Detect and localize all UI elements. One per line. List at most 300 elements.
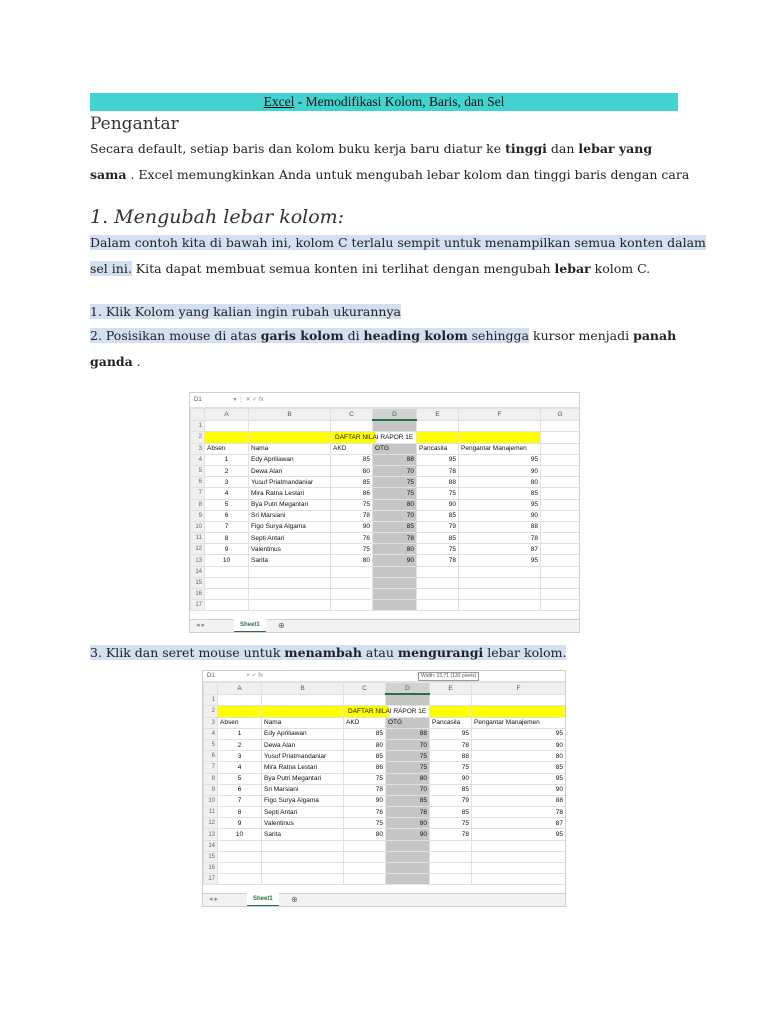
cell[interactable]: Figo Surya Algama <box>249 521 331 532</box>
header-cell[interactable]: Nama <box>249 443 331 454</box>
table-row <box>204 762 566 773</box>
cell[interactable] <box>344 874 386 885</box>
cell[interactable]: 80 <box>373 544 417 555</box>
tab-scroll-icon[interactable]: ◂ ▸ <box>209 896 218 903</box>
cell[interactable] <box>249 420 331 432</box>
banner-cell[interactable] <box>218 706 262 717</box>
cell[interactable] <box>417 577 459 588</box>
cell[interactable]: 95 <box>430 728 472 739</box>
cell[interactable]: 78 <box>459 533 541 544</box>
cell[interactable] <box>373 566 417 577</box>
cell[interactable]: Dewa Alan <box>249 465 331 476</box>
cell[interactable]: 1 <box>205 454 249 465</box>
cell[interactable]: 90 <box>459 510 541 521</box>
cell[interactable] <box>459 566 541 577</box>
cell[interactable]: 85 <box>344 728 386 739</box>
cell[interactable]: 85 <box>386 795 430 806</box>
cell[interactable]: 78 <box>386 807 430 818</box>
cell[interactable] <box>344 851 386 862</box>
cell[interactable]: 88 <box>373 454 417 465</box>
cell[interactable]: 85 <box>459 488 541 499</box>
cell[interactable] <box>331 566 373 577</box>
table-row <box>191 454 580 465</box>
cell[interactable]: 86 <box>344 762 386 773</box>
cell[interactable]: 8 <box>205 533 249 544</box>
tab-sheet1[interactable]: Sheet1 <box>234 619 266 633</box>
cell[interactable]: 70 <box>373 510 417 521</box>
cell[interactable]: Edy Apriliawan <box>249 454 331 465</box>
select-all-corner[interactable] <box>204 683 218 695</box>
cell[interactable]: 95 <box>472 728 566 739</box>
cell[interactable]: Sri Marsiani <box>262 784 344 795</box>
cell[interactable]: 2 <box>218 739 262 750</box>
cell[interactable] <box>541 566 580 577</box>
cell[interactable] <box>344 840 386 851</box>
cell[interactable] <box>541 533 580 544</box>
cell[interactable] <box>373 589 417 600</box>
cell[interactable] <box>262 694 344 706</box>
cell[interactable] <box>541 420 580 432</box>
cell[interactable] <box>331 600 373 611</box>
cell[interactable]: 85 <box>430 784 472 795</box>
row-header[interactable]: 11 <box>191 533 205 544</box>
row-header[interactable]: 17 <box>204 874 218 885</box>
header-cell[interactable]: Pancasila <box>417 443 459 454</box>
cell[interactable]: 78 <box>430 739 472 750</box>
spreadsheet-grid[interactable] <box>203 682 566 885</box>
cell[interactable]: 85 <box>344 751 386 762</box>
cell[interactable] <box>541 555 580 566</box>
cell[interactable] <box>541 488 580 499</box>
cell[interactable] <box>205 566 249 577</box>
cell[interactable]: 80 <box>373 499 417 510</box>
cell[interactable]: 76 <box>331 533 373 544</box>
cell[interactable]: 5 <box>218 773 262 784</box>
cell[interactable] <box>262 863 344 874</box>
cell[interactable]: Valentinus <box>262 818 344 829</box>
table-row <box>204 739 566 750</box>
column-header-d[interactable]: D <box>373 409 417 421</box>
cell[interactable] <box>205 589 249 600</box>
add-sheet-icon[interactable]: ⊕ <box>278 621 285 630</box>
cell[interactable] <box>249 577 331 588</box>
cell[interactable]: 85 <box>472 762 566 773</box>
cell[interactable] <box>430 863 472 874</box>
cell[interactable]: 8 <box>218 807 262 818</box>
column-header-b[interactable]: B <box>262 683 344 695</box>
header-cell[interactable]: OTG <box>386 717 430 728</box>
title-link[interactable]: Excel <box>263 94 295 109</box>
cell[interactable]: 79 <box>430 795 472 806</box>
cell[interactable]: 78 <box>417 555 459 566</box>
cell[interactable] <box>541 521 580 532</box>
cell[interactable]: 85 <box>430 807 472 818</box>
cell[interactable]: 75 <box>344 773 386 784</box>
cell[interactable] <box>386 851 430 862</box>
cell[interactable]: 88 <box>417 477 459 488</box>
cell[interactable] <box>218 840 262 851</box>
step-2 <box>90 323 676 375</box>
cell[interactable] <box>386 694 430 706</box>
cell[interactable] <box>472 840 566 851</box>
row-header[interactable]: 2 <box>191 432 205 443</box>
row-header[interactable]: 13 <box>204 829 218 840</box>
step-2-text: 2. Posisikan mouse di atas <box>90 328 261 343</box>
cell[interactable]: 95 <box>472 773 566 784</box>
cell[interactable]: 90 <box>331 521 373 532</box>
column-header-f[interactable]: F <box>472 683 566 695</box>
cell[interactable]: 75 <box>430 818 472 829</box>
cell[interactable]: 75 <box>331 544 373 555</box>
table-row <box>204 694 566 706</box>
cell[interactable] <box>417 600 459 611</box>
name-box[interactable]: D1 <box>207 673 215 679</box>
cell[interactable]: 2 <box>205 465 249 476</box>
cell[interactable] <box>417 589 459 600</box>
cell[interactable]: 3 <box>218 751 262 762</box>
row-header[interactable]: 4 <box>204 728 218 739</box>
row-header[interactable]: 6 <box>204 751 218 762</box>
cell[interactable]: 10 <box>218 829 262 840</box>
banner-cell[interactable] <box>205 432 249 443</box>
row-header[interactable]: 7 <box>204 762 218 773</box>
formula-icons: ▾ ⋮ ✕ ✓ fx <box>233 397 264 403</box>
cell[interactable]: 75 <box>386 762 430 773</box>
row-header[interactable]: 9 <box>204 784 218 795</box>
cell[interactable] <box>472 694 566 706</box>
row-header[interactable]: 12 <box>204 818 218 829</box>
cell[interactable]: 80 <box>344 739 386 750</box>
column-header-f[interactable]: F <box>459 409 541 421</box>
excel-screenshot-2 <box>202 670 566 907</box>
column-header-a[interactable]: A <box>205 409 249 421</box>
row-header[interactable]: 7 <box>191 488 205 499</box>
cell[interactable]: 3 <box>205 477 249 488</box>
cell[interactable]: 88 <box>386 728 430 739</box>
cell[interactable]: 75 <box>417 544 459 555</box>
cell[interactable]: 87 <box>459 544 541 555</box>
cell[interactable]: 10 <box>205 555 249 566</box>
cell[interactable] <box>472 851 566 862</box>
row-header[interactable]: 8 <box>204 773 218 784</box>
column-header-d[interactable]: D <box>386 683 430 695</box>
header-cell[interactable]: Pengantar Manajemen <box>472 717 566 728</box>
header-cell[interactable]: Absen <box>205 443 249 454</box>
header-cell[interactable]: AKD <box>331 443 373 454</box>
cell[interactable]: Figo Surya Algama <box>262 795 344 806</box>
cell[interactable] <box>249 566 331 577</box>
cell[interactable] <box>541 432 580 443</box>
cell[interactable]: 75 <box>373 488 417 499</box>
cell[interactable]: 4 <box>205 488 249 499</box>
column-header-e[interactable]: E <box>430 683 472 695</box>
row-header[interactable]: 3 <box>191 443 205 454</box>
tab-scroll-icon[interactable]: ◂ ▸ <box>196 622 205 629</box>
row-header[interactable]: 14 <box>204 840 218 851</box>
cell[interactable]: 90 <box>430 773 472 784</box>
cell[interactable]: Septi Antari <box>249 533 331 544</box>
cell[interactable]: 70 <box>386 739 430 750</box>
cell[interactable] <box>430 874 472 885</box>
cell[interactable]: Septi Antari <box>262 807 344 818</box>
cell[interactable] <box>459 577 541 588</box>
cell[interactable]: 75 <box>417 488 459 499</box>
cell[interactable]: 75 <box>373 477 417 488</box>
step-3-text: lebar kolom. <box>483 645 567 660</box>
cell[interactable]: 85 <box>331 454 373 465</box>
cell[interactable]: 90 <box>472 739 566 750</box>
row-header[interactable]: 13 <box>191 555 205 566</box>
name-box[interactable]: D1 <box>194 397 202 403</box>
banner-cell[interactable] <box>430 706 472 717</box>
cell[interactable] <box>459 600 541 611</box>
cell[interactable]: 6 <box>218 784 262 795</box>
row-header[interactable]: 11 <box>204 807 218 818</box>
cell[interactable]: 95 <box>472 829 566 840</box>
cell[interactable]: Bya Putri Megantari <box>249 499 331 510</box>
cell[interactable] <box>430 840 472 851</box>
cell[interactable] <box>249 589 331 600</box>
banner-cell[interactable]: DAFTAR NILAI RAPOR 1E <box>333 432 377 443</box>
row-header[interactable]: 9 <box>191 510 205 521</box>
cell[interactable]: 9 <box>205 544 249 555</box>
cell[interactable]: 90 <box>373 555 417 566</box>
header-cell[interactable]: Pancasila <box>430 717 472 728</box>
cell[interactable]: Mira Ratna Lestari <box>262 762 344 773</box>
row-header[interactable]: 12 <box>191 544 205 555</box>
cell[interactable]: 85 <box>331 477 373 488</box>
step-3-text: 3. Klik dan seret mouse untuk <box>90 645 285 660</box>
step-3 <box>90 640 566 666</box>
row-header[interactable]: 4 <box>191 454 205 465</box>
cell[interactable]: 85 <box>417 510 459 521</box>
cell[interactable] <box>541 600 580 611</box>
cell[interactable] <box>262 874 344 885</box>
cell[interactable]: 80 <box>459 477 541 488</box>
cell[interactable]: 80 <box>386 773 430 784</box>
cell[interactable]: 80 <box>331 465 373 476</box>
row-header[interactable]: 15 <box>204 851 218 862</box>
cell[interactable]: 78 <box>373 533 417 544</box>
cell[interactable]: Dewa Alan <box>262 739 344 750</box>
cell[interactable]: 90 <box>459 465 541 476</box>
cell[interactable] <box>205 577 249 588</box>
cell[interactable]: 7 <box>218 795 262 806</box>
cell[interactable]: 95 <box>459 499 541 510</box>
cell[interactable]: Yusuf Priatmandaniar <box>249 477 331 488</box>
cell[interactable]: 70 <box>373 465 417 476</box>
cell[interactable] <box>262 851 344 862</box>
cell[interactable]: 75 <box>430 762 472 773</box>
cell[interactable]: Yusuf Priatmandaniar <box>262 751 344 762</box>
row-header[interactable]: 2 <box>204 706 218 717</box>
cell[interactable]: 78 <box>472 807 566 818</box>
bold-menambah: menambah <box>284 645 362 660</box>
banner-cell[interactable] <box>262 706 344 717</box>
cell[interactable]: 75 <box>386 751 430 762</box>
column-header-g[interactable]: G <box>541 409 580 421</box>
table-row <box>191 555 580 566</box>
row-header[interactable]: 10 <box>204 795 218 806</box>
cell[interactable] <box>430 851 472 862</box>
cell[interactable] <box>373 420 417 432</box>
cell[interactable] <box>472 863 566 874</box>
cell[interactable]: 80 <box>472 751 566 762</box>
cell[interactable]: 80 <box>344 829 386 840</box>
cell[interactable] <box>459 420 541 432</box>
cell[interactable]: 5 <box>205 499 249 510</box>
cell[interactable]: 75 <box>331 499 373 510</box>
column-header-a[interactable]: A <box>218 683 262 695</box>
spreadsheet-grid[interactable] <box>190 408 580 611</box>
intro-text: . Excel memungkinkan Anda untuk mengubah lebar kolom dan tinggi baris dengan cara <box>126 167 690 182</box>
banner-cell[interactable] <box>417 432 459 443</box>
cell[interactable] <box>386 840 430 851</box>
cell[interactable] <box>331 577 373 588</box>
add-sheet-icon[interactable]: ⊕ <box>291 895 298 904</box>
cell[interactable]: 78 <box>344 784 386 795</box>
cell[interactable]: 90 <box>417 499 459 510</box>
sheet-tabs-bar <box>190 619 579 632</box>
cell[interactable]: 90 <box>386 829 430 840</box>
cell[interactable] <box>386 874 430 885</box>
cell[interactable]: Bya Putri Megantari <box>262 773 344 784</box>
cell[interactable]: 80 <box>331 555 373 566</box>
cell[interactable]: 88 <box>459 521 541 532</box>
column-header-c[interactable]: C <box>331 409 373 421</box>
cell[interactable] <box>218 874 262 885</box>
cell[interactable]: Sri Marsiani <box>249 510 331 521</box>
cell[interactable]: 70 <box>386 784 430 795</box>
cell[interactable] <box>331 589 373 600</box>
header-cell[interactable]: AKD <box>344 717 386 728</box>
cell[interactable]: 76 <box>344 807 386 818</box>
cell[interactable] <box>541 499 580 510</box>
cell[interactable] <box>249 600 331 611</box>
column-header-c[interactable]: C <box>344 683 386 695</box>
step-1-text: 1. Klik Kolom yang kalian ingin rubah ukurannya <box>90 304 401 319</box>
cell[interactable]: 85 <box>373 521 417 532</box>
header-cell[interactable]: Nama <box>262 717 344 728</box>
cell[interactable] <box>218 694 262 706</box>
header-cell[interactable]: OTG <box>373 443 417 454</box>
row-header[interactable]: 15 <box>191 577 205 588</box>
row-header[interactable]: 8 <box>191 499 205 510</box>
cell[interactable]: 4 <box>218 762 262 773</box>
header-cell[interactable]: Absen <box>218 717 262 728</box>
cell[interactable] <box>218 851 262 862</box>
formula-bar <box>203 671 565 682</box>
intro-bold-lebar: lebar yang <box>578 141 653 156</box>
cell[interactable]: 87 <box>472 818 566 829</box>
cell[interactable]: Mira Ratna Lestari <box>249 488 331 499</box>
cell[interactable]: 78 <box>417 465 459 476</box>
row-header[interactable]: 1 <box>204 694 218 706</box>
column-header-e[interactable]: E <box>417 409 459 421</box>
row-header[interactable]: 5 <box>204 739 218 750</box>
cell[interactable]: 88 <box>430 751 472 762</box>
bold-mengurangi: mengurangi <box>397 645 484 660</box>
table-row <box>204 773 566 784</box>
cell[interactable]: 86 <box>331 488 373 499</box>
banner-cell[interactable]: DAFTAR NILAI RAPOR 1E <box>346 706 390 717</box>
cell[interactable]: 80 <box>386 818 430 829</box>
banner-cell[interactable] <box>459 432 541 443</box>
cell[interactable] <box>262 840 344 851</box>
cell[interactable] <box>218 863 262 874</box>
header-cell[interactable]: Pengantar Manajemen <box>459 443 541 454</box>
cell[interactable]: 95 <box>459 555 541 566</box>
cell[interactable]: 78 <box>331 510 373 521</box>
cell[interactable] <box>541 544 580 555</box>
cell[interactable] <box>331 420 373 432</box>
cell[interactable]: 88 <box>472 795 566 806</box>
cell[interactable] <box>541 589 580 600</box>
cell[interactable]: Valentinus <box>249 544 331 555</box>
row-header[interactable]: 5 <box>191 465 205 476</box>
select-all-corner[interactable] <box>191 409 205 421</box>
cell[interactable] <box>205 600 249 611</box>
cell[interactable]: 79 <box>417 521 459 532</box>
row-header[interactable]: 16 <box>204 863 218 874</box>
row-header[interactable]: 3 <box>204 717 218 728</box>
cell[interactable]: 1 <box>218 728 262 739</box>
tab-sheet1[interactable]: Sheet1 <box>247 893 279 907</box>
row-header[interactable]: 6 <box>191 477 205 488</box>
cell[interactable]: 95 <box>417 454 459 465</box>
cell[interactable] <box>541 465 580 476</box>
cell[interactable]: 85 <box>417 533 459 544</box>
row-header[interactable]: 1 <box>191 420 205 432</box>
table-row <box>191 533 580 544</box>
cell[interactable] <box>541 577 580 588</box>
cell[interactable]: 78 <box>430 829 472 840</box>
cell[interactable]: 90 <box>344 795 386 806</box>
row-header[interactable]: 17 <box>191 600 205 611</box>
cell[interactable] <box>417 420 459 432</box>
column-header-b[interactable]: B <box>249 409 331 421</box>
row-header[interactable]: 14 <box>191 566 205 577</box>
cell[interactable] <box>344 694 386 706</box>
cell[interactable]: 9 <box>218 818 262 829</box>
cell[interactable]: Sarita <box>249 555 331 566</box>
cell[interactable]: 6 <box>205 510 249 521</box>
cell[interactable]: Sarita <box>262 829 344 840</box>
cell[interactable] <box>344 863 386 874</box>
banner-cell[interactable] <box>472 706 566 717</box>
cell[interactable] <box>373 577 417 588</box>
row-header[interactable]: 16 <box>191 589 205 600</box>
cell[interactable] <box>541 454 580 465</box>
cell[interactable] <box>430 694 472 706</box>
row-header[interactable]: 10 <box>191 521 205 532</box>
cell[interactable] <box>373 600 417 611</box>
cell[interactable] <box>459 589 541 600</box>
cell[interactable] <box>386 863 430 874</box>
cell[interactable] <box>205 420 249 432</box>
cell[interactable]: Edy Apriliawan <box>262 728 344 739</box>
cell[interactable]: 75 <box>344 818 386 829</box>
cell[interactable]: 95 <box>459 454 541 465</box>
banner-cell[interactable] <box>249 432 331 443</box>
cell[interactable] <box>472 874 566 885</box>
cell[interactable]: 7 <box>205 521 249 532</box>
cell[interactable] <box>541 477 580 488</box>
cell[interactable] <box>541 443 580 454</box>
cell[interactable] <box>541 510 580 521</box>
cell[interactable]: 90 <box>472 784 566 795</box>
cell[interactable] <box>417 566 459 577</box>
